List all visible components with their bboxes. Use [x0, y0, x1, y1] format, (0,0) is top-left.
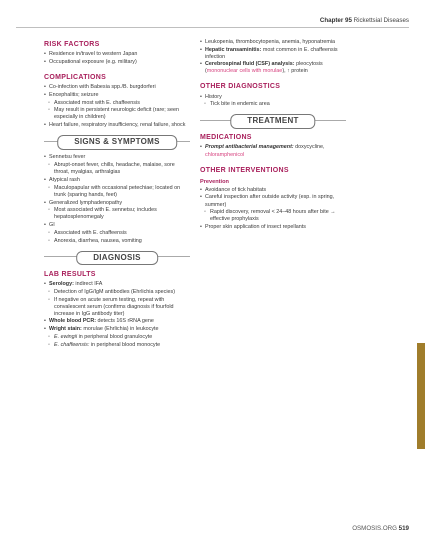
- complications-list: [44, 84, 190, 129]
- csf-text-end: ), ↑ protein: [282, 68, 308, 75]
- list-item: [44, 281, 190, 288]
- med-highlight: chloramphenicol: [205, 151, 245, 158]
- wright-text: morulae (Ehrlichia) in leukocyte: [83, 326, 159, 333]
- list-item: [44, 326, 190, 333]
- list-item: [200, 144, 346, 158]
- csf-highlight: mononuclear cells with morulae: [206, 68, 283, 75]
- list-subitem: ◦ If negative on acute serum testing, repeat with convalescent serum (confirms diagnosis if fourfold increase in IgG antibody titer): [44, 297, 190, 318]
- list-subitem: ◦ Associated with E. chaffeensis: [44, 230, 190, 237]
- hepatic-label: Hepatic transaminitis:: [205, 46, 262, 53]
- left-column: [44, 38, 190, 350]
- pcr-text: detects 16S rRNA gene: [97, 318, 154, 325]
- list-item: • Leukopenia, thrombocytopenia, anemia, hyponatremia: [200, 39, 346, 46]
- diagnosis-title: DIAGNOSIS: [76, 251, 158, 265]
- list-subitem: [44, 334, 190, 341]
- risk-factors-heading: RISK FACTORS: [44, 41, 100, 48]
- list-item: • Co-infection with Babesia spp./B. burgdorferi: [44, 84, 190, 91]
- lab-results-list: [44, 281, 190, 349]
- list-item: [200, 47, 346, 61]
- list-subitem: ◦ Tick bite in endemic area: [200, 101, 346, 108]
- list-item: • Avoidance of tick habitats: [200, 187, 346, 194]
- lab-results-continued: [200, 39, 346, 76]
- risk-factors-list: [44, 51, 190, 66]
- medications-list: [200, 144, 346, 158]
- list-subitem: ◦ Anorexia, diarrhea, nausea, vomiting: [44, 238, 190, 245]
- med-label: Prompt antibacterial management:: [205, 144, 294, 151]
- signs-symptoms-banner: [44, 135, 190, 147]
- footer-site: OSMOSIS.ORG: [352, 524, 397, 532]
- prevention-list: [200, 187, 346, 231]
- pcr-label: Whole blood PCR:: [49, 318, 97, 325]
- list-item: • GI: [44, 222, 190, 229]
- species-name: E. ewingii: [54, 334, 78, 341]
- list-subitem: ◦ Abrupt-onset fever, chills, headache, malaise, sore throat, myalgias, arthralgias: [44, 162, 190, 176]
- signs-symptoms-title: SIGNS & SYMPTOMS: [57, 135, 177, 149]
- chapter-number: Chapter 95: [319, 17, 352, 24]
- list-item: • Generalized lymphadenopathy: [44, 200, 190, 207]
- page-number: 519: [398, 524, 409, 532]
- treatment-banner: [200, 114, 346, 126]
- species-name: E. chaffeensis:: [54, 341, 90, 348]
- serology-text: indirect IFA: [75, 280, 103, 287]
- list-subitem: ◦ Most associated with E. sennetsu; includes hepatosplenomegaly: [44, 207, 190, 221]
- lab-results-heading: LAB RESULTS: [44, 270, 96, 278]
- hepatic-text: most common in E. chaffeensis infection: [205, 46, 338, 60]
- list-subitem: ◦ Rapid discovery, removal < 24–48 hours after bite → effective prophylaxis: [200, 209, 346, 223]
- signs-list: [44, 154, 190, 245]
- list-subitem: ◦ Detection of IgG/IgM antibodies (Ehrlichia species): [44, 289, 190, 296]
- wright-label: Wright stain:: [49, 326, 82, 333]
- list-subitem: ◦ Maculopapular with occasional petechiae; located on trunk (sparing hands, feet): [44, 185, 190, 199]
- csf-label: Cerebrospinal fluid (CSF) analysis:: [205, 61, 295, 68]
- other-interventions-heading: OTHER INTERVENTIONS: [200, 166, 289, 174]
- wright-sub-text: in peripheral blood monocyte: [90, 341, 161, 348]
- list-item: • Occupational exposure (e.g. military): [44, 59, 190, 66]
- right-column: [200, 38, 346, 232]
- wright-sub-text: in peripheral blood granulocyte: [78, 334, 153, 341]
- medications-heading: MEDICATIONS: [200, 134, 252, 142]
- treatment-title: TREATMENT: [230, 114, 315, 128]
- page-footer: [352, 525, 409, 533]
- other-diagnostics-list: [200, 94, 346, 109]
- list-item: • Atypical rash: [44, 177, 190, 184]
- other-diagnostics-heading: OTHER DIAGNOSTICS: [200, 83, 281, 91]
- list-item: • Proper skin application of insect repellants: [200, 224, 346, 231]
- list-item: • Encephalitis; seizure: [44, 92, 190, 99]
- list-subitem: ◦ May result in persistent neurologic deficit (rare; seen especially in children): [44, 107, 190, 121]
- csf-text: pleocytosis (: [205, 61, 323, 75]
- diagnosis-banner: [44, 251, 190, 263]
- list-item: • Heart failure, respiratory insufficiency, renal failure, shock: [44, 122, 190, 129]
- list-item: • Sennetsu fever: [44, 154, 190, 161]
- med-text: doxycycline,: [295, 144, 325, 151]
- running-header: [320, 17, 409, 25]
- complications-heading: COMPLICATIONS: [44, 73, 107, 81]
- list-item: • History: [200, 94, 346, 101]
- list-item: [44, 318, 190, 325]
- list-item: • Residence in/travel to western Japan: [44, 51, 190, 58]
- prevention-heading: Prevention: [200, 178, 229, 185]
- list-item: [200, 61, 346, 75]
- list-subitem: ◦ Associated most with E. chaffeensis: [44, 100, 190, 107]
- chapter-side-tab: [417, 343, 425, 449]
- list-subitem: [44, 342, 190, 349]
- header-rule: [16, 27, 409, 28]
- list-item: • Careful inspection after outside activity (esp. in spring, summer): [200, 194, 346, 208]
- chapter-title: Rickettsial Diseases: [353, 17, 409, 24]
- serology-label: Serology:: [49, 280, 74, 287]
